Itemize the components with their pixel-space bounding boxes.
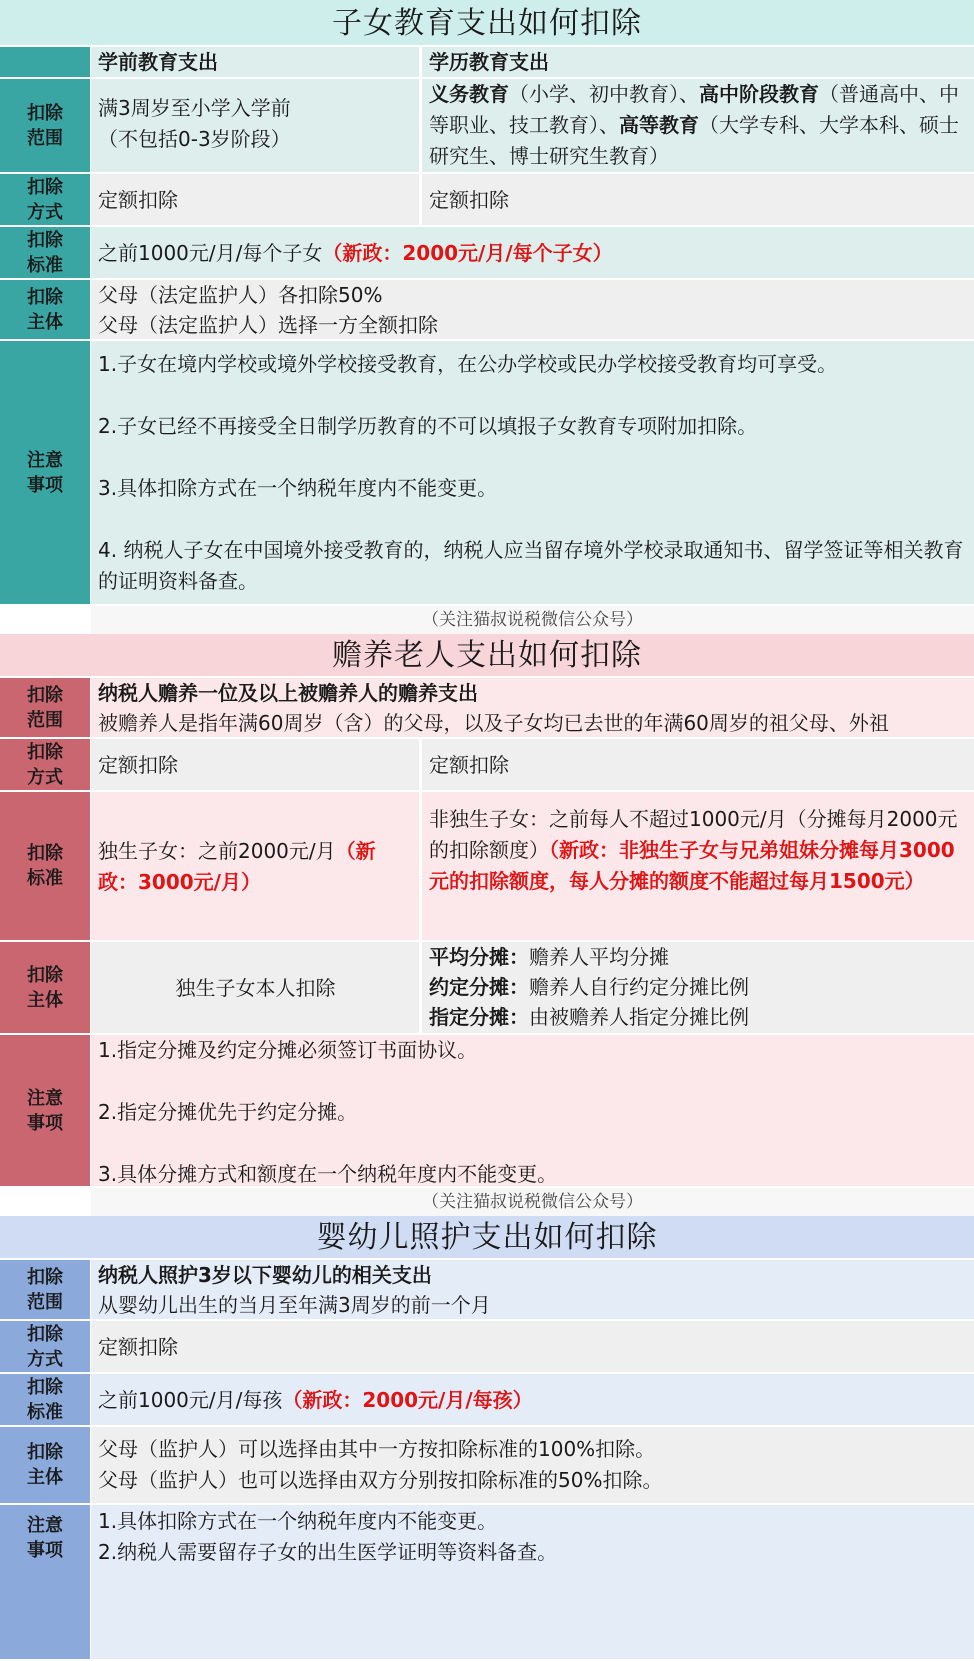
s1-scope-label: 扣除范围 <box>0 79 90 174</box>
s2-subject-non-only-child <box>422 942 974 1035</box>
s1-scope-higher: 高等教育 <box>619 113 699 137</box>
section-title-infant-care: 婴幼儿照护支出如何扣除 <box>0 1216 974 1260</box>
s2-notes-row <box>0 1035 974 1188</box>
s2-scope-cell <box>91 678 974 739</box>
s2-scope-label: 扣除范围 <box>0 678 90 739</box>
s1-scope-preschool-line2: （不包括0-3岁阶段） <box>98 127 291 151</box>
s1-header-row <box>0 47 974 79</box>
s1-method-label: 扣除方式 <box>0 174 90 227</box>
s2-scope-line2: 被赡养人是指年满60周岁（含）的父母，以及子女均已去世的年满60周岁的祖父母、外祖 <box>98 711 889 735</box>
s3-scope-label: 扣除范围 <box>0 1260 90 1321</box>
s1-subject-label: 扣除主体 <box>0 280 90 341</box>
s1-note-3: 3.具体扣除方式在一个纳税年度内不能变更。 <box>98 476 498 500</box>
s3-note-1: 1.具体扣除方式在一个纳税年度内不能变更。 <box>98 1509 498 1533</box>
s3-scope-cell <box>91 1260 974 1321</box>
s3-subject-line1: 父母（监护人）可以选择由其中一方按扣除标准的100%扣除。 <box>98 1437 656 1461</box>
s2-standard-row <box>0 792 974 942</box>
s1-footnote-row <box>0 606 974 634</box>
s1-scope-preschool <box>91 79 421 174</box>
s1-method-academic: 定额扣除 <box>422 174 974 227</box>
s2-method-only-child: 定额扣除 <box>91 739 421 792</box>
s2-subject-designated: 指定分摊：由被赡养人指定分摊比例 <box>429 1005 749 1029</box>
s1-standard-old: 之前1000元/月/每个子女 <box>98 241 323 265</box>
s1-notes-cell <box>91 341 974 606</box>
s2-method-label: 扣除方式 <box>0 739 90 792</box>
s3-scope-line1: 纳税人照护3岁以下婴幼儿的相关支出 <box>98 1263 432 1287</box>
s1-head-academic: 学历教育支出 <box>422 47 974 79</box>
s1-subject-row <box>0 280 974 341</box>
s3-note-2: 2.纳税人需要留存子女的出生医学证明等资料备查。 <box>98 1540 558 1564</box>
s1-standard-label: 扣除标准 <box>0 227 90 280</box>
s2-footnote-row <box>0 1188 974 1216</box>
s1-standard-row <box>0 227 974 280</box>
s2-scope-line1: 纳税人赡养一位及以上被赡养人的赡养支出 <box>98 681 478 705</box>
s2-standard-non-only-old: 非独生子女：之前每人不超过1000元/月（分摊每月2000元的扣除额度） <box>429 807 958 862</box>
s3-standard-old: 之前1000元/月/每孩 <box>98 1388 283 1412</box>
s3-notes-cell <box>91 1505 974 1661</box>
s1-subject-cell <box>91 280 974 341</box>
section-title-child-education: 子女教育支出如何扣除 <box>0 0 974 47</box>
s2-footnote: （关注猫叔说税微信公众号） <box>91 1188 974 1216</box>
s2-subject-label: 扣除主体 <box>0 942 90 1035</box>
s1-scope-preschool-line1: 满3周岁至小学入学前 <box>98 96 291 120</box>
s3-method-row <box>0 1321 974 1374</box>
s2-standard-only-new: （新政：3000元/月） <box>98 839 376 894</box>
s1-scope-academic <box>422 79 974 174</box>
s1-scope-highschool: 高中阶段教育 <box>699 82 819 106</box>
s1-method-preschool: 定额扣除 <box>91 174 421 227</box>
s3-notes-label: 注意事项 <box>0 1505 90 1661</box>
s1-head-preschool: 学前教育支出 <box>91 47 421 79</box>
s2-note-2: 2.指定分摊优先于约定分摊。 <box>98 1100 358 1124</box>
s3-standard-cell <box>91 1374 974 1427</box>
s3-notes-row <box>0 1505 974 1661</box>
s1-header-label <box>0 47 90 79</box>
s3-subject-cell <box>91 1427 974 1505</box>
s2-note-3: 3.具体分摊方式和额度在一个纳税年度内不能变更。 <box>98 1162 558 1186</box>
s1-note-2: 2.子女已经不再接受全日制学历教育的不可以填报子女教育专项附加扣除。 <box>98 414 758 438</box>
s2-notes-label: 注意事项 <box>0 1035 90 1188</box>
s1-note-1: 1.子女在境内学校或境外学校接受教育，在公办学校或民办学校接受教育均可享受。 <box>98 352 838 376</box>
s1-scope-row <box>0 79 974 174</box>
s3-scope-line2: 从婴幼儿出生的当月至年满3周岁的前一个月 <box>98 1293 491 1317</box>
s2-standard-non-only-child <box>422 792 974 942</box>
s1-standard-new: （新政：2000元/月/每个子女） <box>322 241 613 265</box>
s3-subject-row <box>0 1427 974 1505</box>
s2-subject-only-child: 独生子女本人扣除 <box>91 942 421 1035</box>
s1-method-row <box>0 174 974 227</box>
s1-scope-compulsory: 义务教育 <box>429 82 509 106</box>
s2-subject-average: 平均分摊：赡养人平均分摊 <box>429 945 669 969</box>
s3-standard-new: （新政：2000元/月/每孩） <box>282 1388 533 1412</box>
s2-standard-only-old: 独生子女：之前2000元/月 <box>98 839 336 863</box>
s3-scope-row <box>0 1260 974 1321</box>
s1-subject-line1: 父母（法定监护人）各扣除50% <box>98 283 383 307</box>
section-title-elderly-support: 赡养老人支出如何扣除 <box>0 634 974 678</box>
s1-note-4: 4. 纳税人子女在中国境外接受教育的，纳税人应当留存境外学校录取通知书、留学签证等相关教育的证明资料备查。 <box>98 538 964 593</box>
s1-standard-cell <box>91 227 974 280</box>
s2-method-row <box>0 739 974 792</box>
s1-scope-highschool-desc: （普通高中、中等职业、技工教育）、 <box>429 82 959 137</box>
s1-scope-compulsory-desc: （小学、初中教育）、 <box>509 82 699 106</box>
s2-scope-row <box>0 678 974 739</box>
s3-method-label: 扣除方式 <box>0 1321 90 1374</box>
s3-subject-label: 扣除主体 <box>0 1427 90 1505</box>
s1-notes-label: 注意事项 <box>0 341 90 606</box>
s1-footnote: （关注猫叔说税微信公众号） <box>91 606 974 634</box>
s3-method-cell: 定额扣除 <box>91 1321 974 1374</box>
s2-subject-agreed: 约定分摊：赡养人自行约定分摊比例 <box>429 975 749 999</box>
s1-subject-line2: 父母（法定监护人）选择一方全额扣除 <box>98 313 438 337</box>
s2-standard-non-only-new: （新政：非独生子女与兄弟姐妹分摊每月3000元的扣除额度，每人分摊的额度不能超过每月1500元） <box>429 838 955 893</box>
s1-scope-higher-desc: （大学专科、大学本科、硕士研究生、博士研究生教育） <box>429 113 959 168</box>
s3-subject-line2: 父母（监护人）也可以选择由双方分别按扣除标准的50%扣除。 <box>98 1468 663 1492</box>
s2-standard-label: 扣除标准 <box>0 792 90 942</box>
s3-standard-row <box>0 1374 974 1427</box>
s2-note-1: 1.指定分摊及约定分摊必须签订书面协议。 <box>98 1038 478 1062</box>
s1-notes-row <box>0 341 974 606</box>
s2-subject-row <box>0 942 974 1035</box>
s2-method-non-only-child: 定额扣除 <box>422 739 974 792</box>
s2-notes-cell <box>91 1035 974 1188</box>
s3-standard-label: 扣除标准 <box>0 1374 90 1427</box>
s2-standard-only-child <box>91 792 421 942</box>
